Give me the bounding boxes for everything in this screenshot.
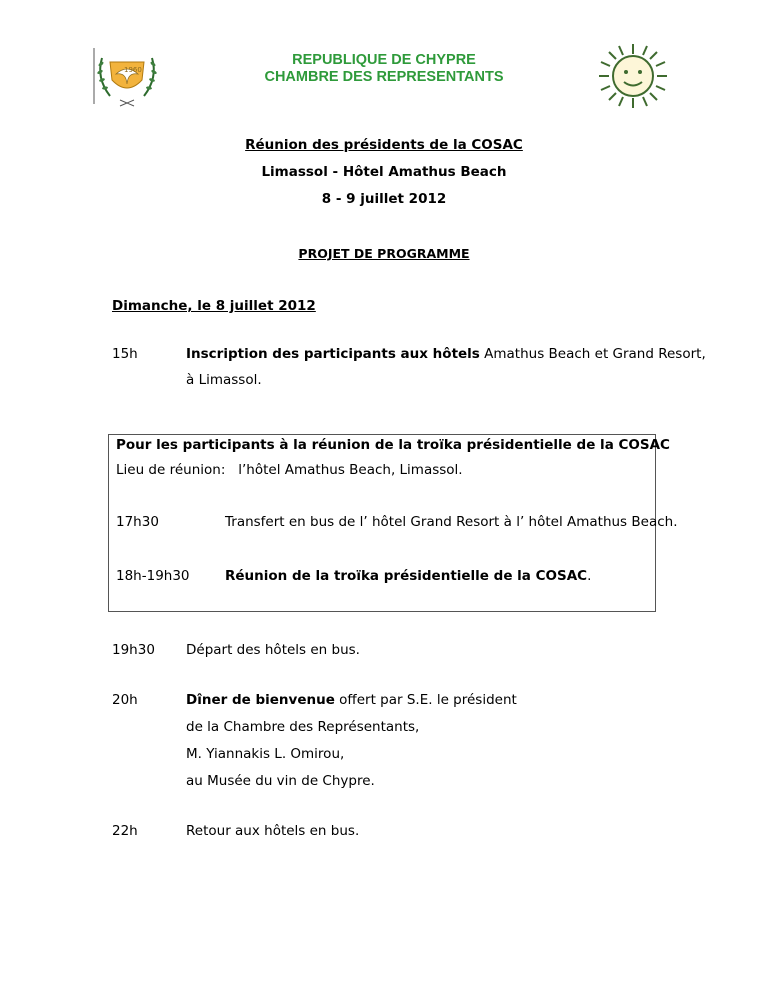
meeting-place: Limassol - Hôtel Amathus Beach <box>261 164 507 180</box>
item-line: M. Yiannakis L. Omirou, <box>186 746 345 762</box>
item-time: 19h30 <box>112 642 155 658</box>
box-row-bold: Réunion de la troïka présidentielle de la COSAC <box>225 568 588 584</box>
box-row-time: 18h-19h30 <box>116 568 190 584</box>
box-title: Pour les participants à la réunion de la troïka présidentielle de la COSAC <box>116 437 670 453</box>
item-bold: Dîner de bienvenue <box>186 692 335 708</box>
header-line-1: REPUBLIQUE DE CHYPRE <box>292 52 476 68</box>
meeting-title: Réunion des présidents de la COSAC <box>245 137 523 153</box>
item-time: 22h <box>112 823 138 839</box>
item-rest: offert par S.E. le président <box>334 692 517 708</box>
box-row-text <box>225 568 591 584</box>
sun-emblem-icon <box>597 42 669 110</box>
box-location: Lieu de réunion: l’hôtel Amathus Beach, Limassol. <box>116 462 463 478</box>
item-line-2: à Limassol. <box>186 372 262 388</box>
day-heading: Dimanche, le 8 juillet 2012 <box>112 298 316 314</box>
item-text <box>186 692 517 708</box>
item-time: 15h <box>112 346 138 362</box>
svg-text:1960: 1960 <box>124 66 142 74</box>
item-text: Départ des hôtels en bus. <box>186 642 360 658</box>
header-line-2: CHAMBRE DES REPRESENTANTS <box>264 69 504 85</box>
item-rest: Amathus Beach et Grand Resort, <box>479 346 706 362</box>
item-line: de la Chambre des Représentants, <box>186 719 420 735</box>
item-bold: Inscription des participants aux hôtels <box>186 346 480 362</box>
meeting-dates: 8 - 9 juillet 2012 <box>321 191 447 207</box>
box-row-time: 17h30 <box>116 514 159 530</box>
box-row-text: Transfert en bus de l’ hôtel Grand Resort à l’ hôtel Amathus Beach. <box>225 514 678 530</box>
item-time: 20h <box>112 692 138 708</box>
programme-heading: PROJET DE PROGRAMME <box>298 246 470 261</box>
item-line: au Musée du vin de Chypre. <box>186 773 375 789</box>
item-text: Retour aux hôtels en bus. <box>186 823 360 839</box>
box-row-rest: . <box>587 568 592 584</box>
item-text <box>186 346 706 362</box>
